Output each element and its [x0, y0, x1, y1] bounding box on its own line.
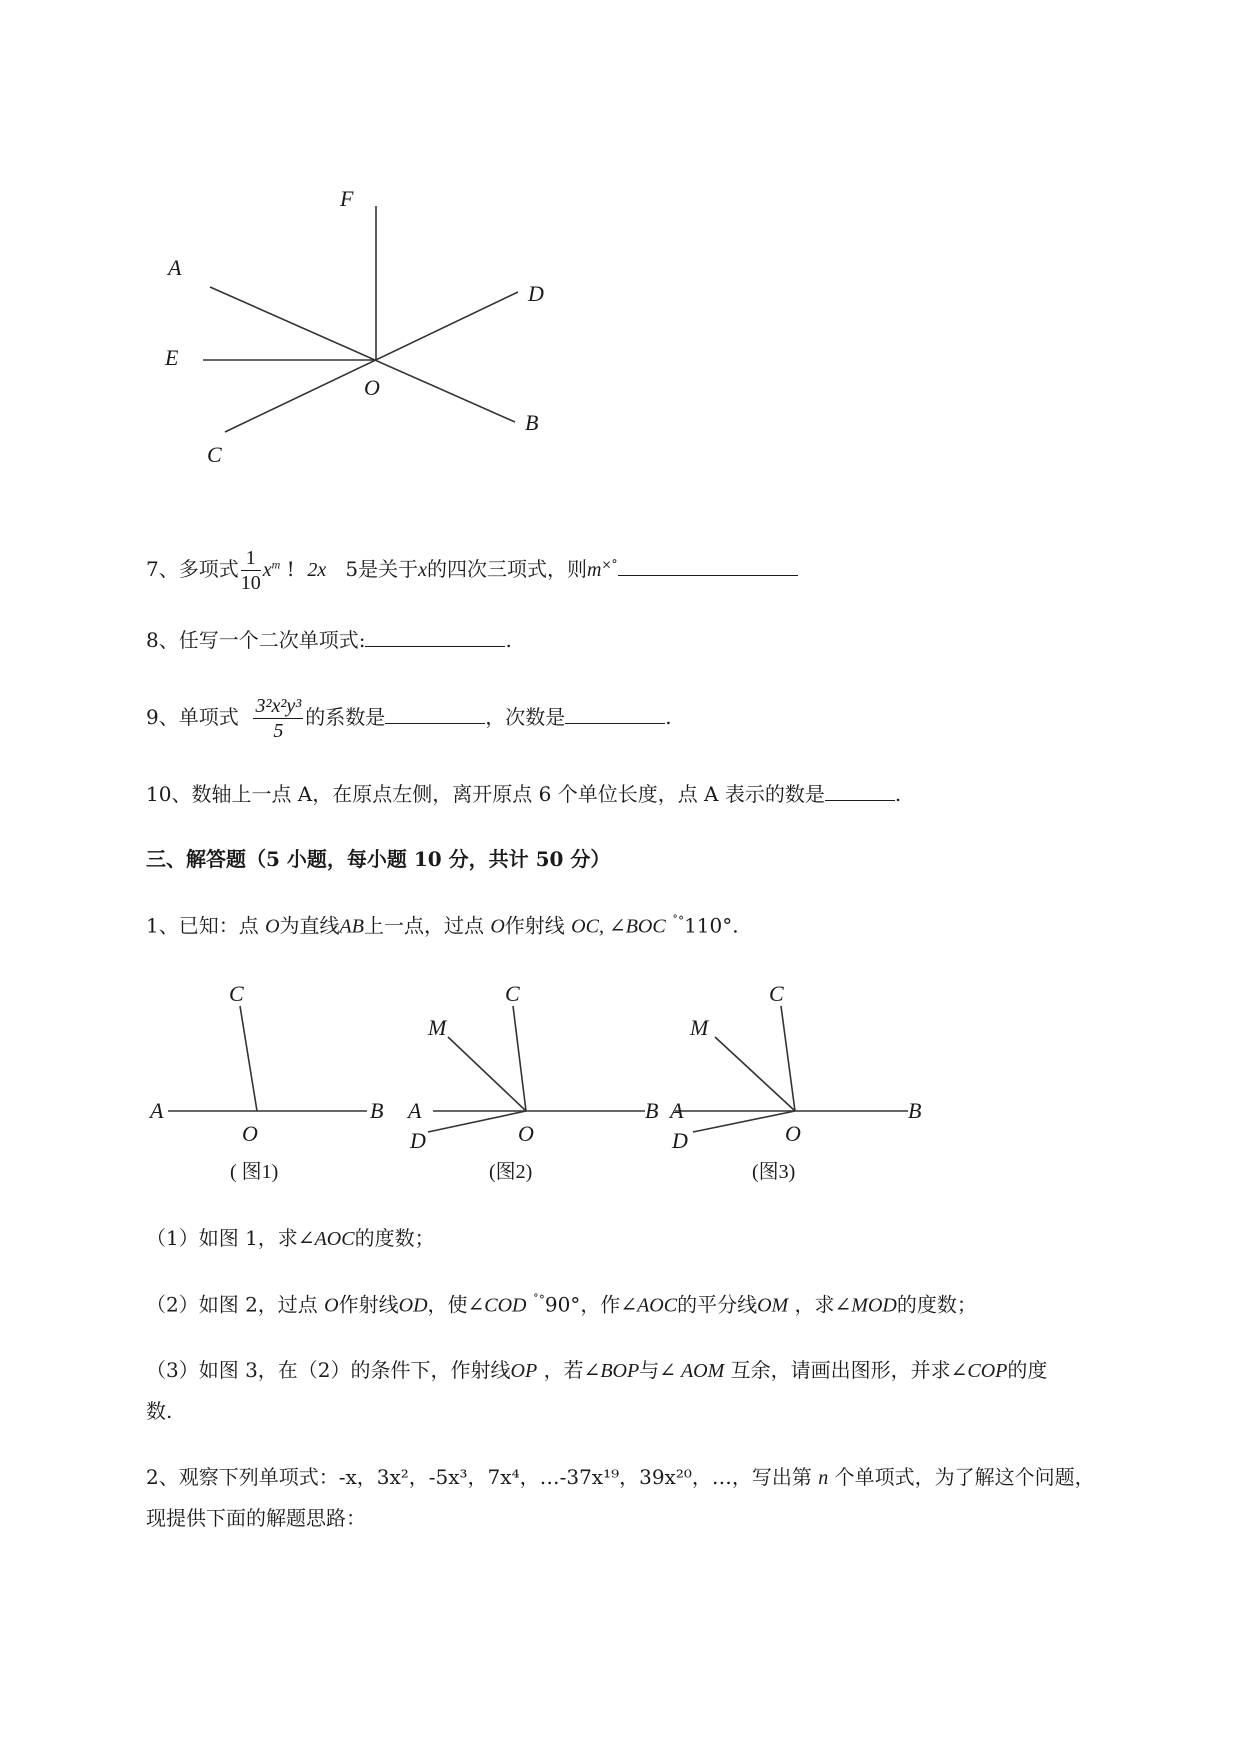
label-e: E — [165, 345, 179, 370]
sub2-text7: 的度数； — [896, 1292, 977, 1317]
p1-text2: 上一点，过点 — [363, 913, 484, 938]
fig2-label-c: C — [505, 981, 520, 1006]
fig1-label-c: C — [229, 981, 244, 1006]
fig1-caption: ( 图1) — [230, 1161, 279, 1183]
question-7 — [146, 548, 798, 593]
q9-text2: ，次数是 — [485, 705, 566, 729]
sub3-ray-op: OP — [510, 1360, 538, 1382]
q7-term2: 2x — [307, 559, 327, 581]
q8-answer-blank[interactable] — [365, 646, 505, 647]
fig2-ray-od — [428, 1111, 526, 1132]
question-8 — [146, 630, 512, 650]
sub2-value: 90° — [544, 1292, 581, 1317]
q9-coefficient-blank[interactable] — [385, 723, 485, 724]
sub-question-1 — [146, 1228, 435, 1249]
q7-sign1: ! — [286, 557, 295, 581]
sub1-angle: ∠AOC — [297, 1228, 355, 1250]
q9-degree-blank[interactable] — [565, 723, 665, 724]
sub3-text1: （3）如图 3，在（2）的条件下，作射线 — [146, 1358, 511, 1382]
sub2-text2: 作射线 — [338, 1292, 399, 1317]
sub1-text1: （1）如图 1，求 — [146, 1226, 298, 1250]
top-figure — [0, 0, 620, 480]
q7-fraction — [241, 548, 261, 593]
q9-end: . — [665, 705, 672, 729]
fig3-label-o: O — [785, 1121, 801, 1146]
p1-angle-value: 110° — [684, 913, 733, 938]
fig1-label-a: A — [150, 1098, 164, 1123]
sub2-ray-om: OM — [757, 1294, 789, 1317]
sub-question-3-cont: 数. — [146, 1399, 173, 1423]
p1-glyph: ˚° — [672, 914, 685, 928]
fig3-ray-om — [715, 1037, 795, 1111]
q7-exp-m: m — [271, 557, 281, 572]
q7-frac-den: 10 — [240, 572, 261, 594]
sub2-angle-cod: ∠COD — [467, 1294, 527, 1317]
p1-text3: 作射线 — [504, 913, 565, 938]
q9-frac-den: 5 — [273, 720, 284, 742]
sub3-text2: ，若 — [543, 1358, 584, 1382]
sub2-text6: ，求 — [794, 1292, 835, 1317]
label-f: F — [340, 186, 354, 211]
question-10 — [146, 784, 901, 804]
sub3-angle-cop: ∠COP — [950, 1360, 1008, 1382]
fig1-label-b: B — [370, 1098, 384, 1123]
q7-answer-blank[interactable] — [618, 575, 798, 576]
q7-frac-num: 1 — [241, 548, 261, 571]
fig3-label-d: D — [672, 1128, 688, 1153]
fig2-label-a: A — [408, 1098, 422, 1123]
q7-text2: 的四次三项式，则 — [427, 557, 588, 581]
fig3-label-a: A — [670, 1098, 684, 1123]
q7-prefix: 7、多项式 — [146, 557, 239, 581]
fig3-label-c: C — [769, 981, 784, 1006]
fig2-label-d: D — [410, 1128, 426, 1153]
q7-const: 5 — [345, 557, 359, 581]
fig2-label-m: M — [428, 1015, 447, 1040]
fig1-ray-oc — [240, 1006, 257, 1111]
fig1-label-o: O — [242, 1121, 258, 1146]
sub3-text4: 互余，请画出图形，并求 — [730, 1358, 951, 1382]
problem-2 — [146, 1467, 1095, 1488]
fig3-label-m: M — [690, 1015, 709, 1040]
p2-text1: 2、观察下列单项式：-x，3x²，-5x³，7x⁴，…-37x¹⁹，39x²⁰，…，写出第 — [146, 1465, 812, 1489]
q10-answer-blank[interactable] — [825, 800, 895, 801]
fig2-label-o: O — [518, 1121, 534, 1146]
q9-text1: 的系数是 — [305, 705, 386, 729]
p1-point-o2: O — [490, 915, 505, 938]
fig3-ray-od — [693, 1111, 795, 1132]
label-c: C — [207, 442, 222, 467]
label-d: D — [528, 281, 544, 306]
section-3-heading: 三、解答题（5 小题，每小题 10 分，共计 50 分） — [146, 847, 611, 871]
p1-text1: 为直线 — [279, 913, 340, 938]
sub2-ray-od: OD — [398, 1294, 428, 1317]
sub2-angle-aoc: ∠AOC — [620, 1294, 678, 1317]
sub2-text1: （2）如图 2，过点 — [146, 1292, 318, 1317]
fig3-caption: (图3) — [752, 1161, 796, 1183]
label-a: A — [168, 255, 182, 280]
problem-1-figures — [0, 960, 1241, 1200]
fig2-ray-oc — [513, 1006, 526, 1111]
sub-question-3 — [146, 1360, 1047, 1381]
sub-question-2 — [146, 1294, 977, 1316]
p1-point-o: O — [265, 915, 280, 938]
p1-line-ab: AB — [339, 915, 364, 938]
q8-text: 8、任写一个二次单项式: — [146, 628, 366, 652]
p1-end: . — [732, 913, 739, 938]
label-b: B — [525, 410, 539, 435]
question-9 — [146, 696, 672, 741]
sub2-text5: 的平分线 — [677, 1292, 758, 1317]
sub1-text2: 的度数； — [354, 1226, 435, 1250]
sub2-angle-mod: ∠MOD — [834, 1294, 897, 1317]
fig2-ray-om — [448, 1037, 526, 1111]
q7-text1: 是关于 — [358, 557, 419, 581]
q7-var-m: m — [587, 559, 602, 581]
sub2-point-o: O — [324, 1294, 339, 1317]
q9-prefix: 9、单项式 — [146, 705, 239, 729]
q7-var-x2: x — [418, 559, 428, 581]
q8-end: . — [505, 628, 512, 652]
sub3-text5: 的度 — [1007, 1358, 1048, 1382]
sub2-text3: ，使 — [427, 1292, 468, 1317]
sub3-angle-aom: ∠ AOM — [659, 1360, 725, 1382]
sub2-glyph: ˚° — [532, 1293, 545, 1307]
q9-frac-num: 3²x²y³ — [255, 695, 302, 717]
p2-var-n: n — [818, 1467, 829, 1489]
q9-fraction — [253, 696, 303, 741]
fig2-caption: (图2) — [489, 1161, 533, 1183]
problem-2-cont: 现提供下面的解题思路： — [146, 1506, 366, 1530]
sub3-text3: 与 — [639, 1358, 660, 1382]
p1-prefix: 1、已知：点 — [146, 913, 259, 938]
q10-end: . — [894, 782, 902, 806]
sub3-angle-bop: ∠BOP — [583, 1360, 640, 1382]
fig3-label-b: B — [908, 1098, 922, 1123]
fig2-label-b: B — [645, 1098, 659, 1123]
p2-text2: 个单项式，为了解这个问题， — [834, 1465, 1095, 1489]
fig3-ray-oc — [781, 1006, 795, 1111]
line-ab — [210, 287, 515, 422]
p1-ray-oc: OC, ∠BOC — [571, 915, 666, 938]
q10-text: 10、数轴上一点 A，在原点左侧，离开原点 6 个单位长度，点 A 表示的数是 — [146, 782, 825, 806]
q7-var-x: x — [262, 559, 272, 581]
problem-1 — [146, 915, 739, 937]
sub2-text4: ，作 — [580, 1292, 621, 1317]
q7-glyph: ×° — [601, 557, 618, 572]
label-o: O — [364, 375, 380, 400]
